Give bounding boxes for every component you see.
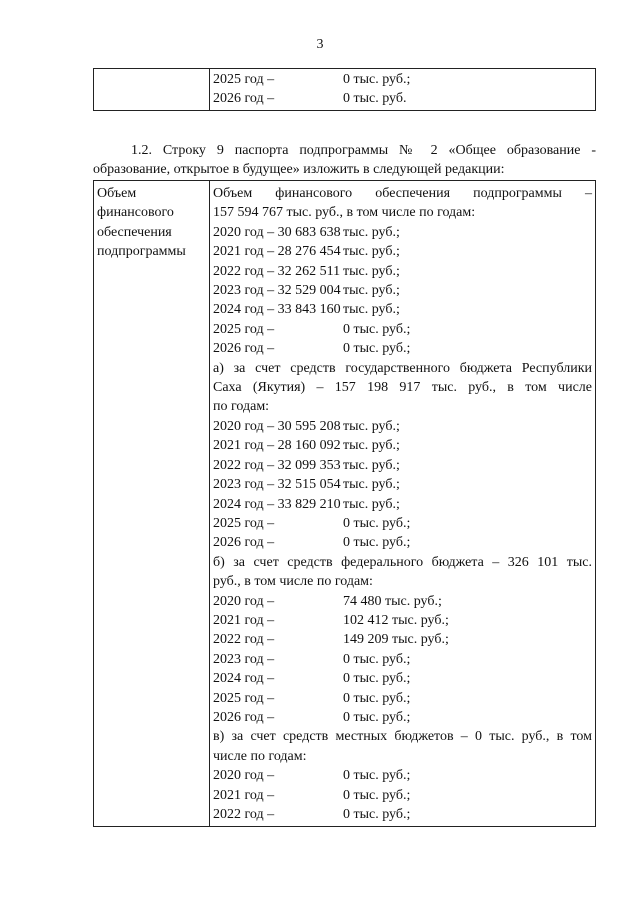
year-label: 2024 год – 33 843 160 — [213, 302, 341, 318]
year-label: 2020 год – — [213, 593, 275, 609]
section-c-text-line: в) за счет средств местных бюджетов – 0 тыс. руб., в том — [213, 729, 592, 745]
year-amount: тыс. руб.; — [343, 438, 400, 454]
year-amount: 0 тыс. руб.; — [343, 807, 411, 822]
year-amount: 0 тыс. руб.; — [343, 72, 411, 87]
row-heading-line: подпрограммы — [97, 244, 186, 260]
row-heading-cell — [94, 181, 210, 827]
total-year-row — [213, 223, 592, 242]
row-heading-line: финансового — [97, 205, 174, 221]
total-text-line: 157 594 767 тыс. руб., в том числе по годам: — [213, 205, 476, 221]
section-a-text-line: а) за счет средств государственного бюджета Республики — [213, 360, 592, 376]
total-year-row — [213, 320, 592, 339]
year-label: 2026 год – — [213, 535, 275, 551]
row-heading-line: Объем — [97, 186, 137, 201]
year-amount: тыс. руб.; — [343, 477, 400, 493]
year-label: 2020 год – 30 683 638 — [213, 224, 341, 240]
year-amount: 102 412 тыс. руб.; — [343, 612, 449, 628]
year-amount: 0 тыс. руб.; — [343, 535, 411, 551]
section-c-text-line: числе по годам: — [213, 748, 307, 764]
year-label: 2024 год – — [213, 671, 275, 687]
year-label: 2024 год – 33 829 210 — [213, 496, 341, 512]
year-amount: тыс. руб.; — [343, 244, 400, 260]
year-amount: 0 тыс. руб.; — [343, 341, 411, 357]
year-label: 2022 год – — [213, 807, 275, 822]
empty-left-cell — [94, 69, 210, 111]
year-row — [213, 89, 592, 108]
section-b-text-line: б) за счет средств федерального бюджета – 326 101 тыс. — [213, 554, 592, 570]
year-amount: 0 тыс. руб. — [343, 91, 407, 107]
section-c-year-row — [213, 805, 592, 824]
year-amount: тыс. руб.; — [343, 224, 400, 240]
section-c-year-row — [213, 766, 592, 785]
section-a-text-line: Саха (Якутия) – 157 198 917 тыс. руб., в том числе — [213, 380, 592, 396]
previous-table-fragment — [93, 68, 596, 111]
total-year-row — [213, 300, 592, 319]
year-amount: тыс. руб.; — [343, 496, 400, 512]
financing-table — [93, 180, 596, 827]
section-a-text-line: по годам: — [213, 399, 270, 415]
year-label: 2023 год – — [213, 651, 275, 667]
year-label: 2025 год – — [213, 515, 275, 531]
section-b-year-row — [213, 708, 592, 727]
paragraph-line: образование, открытое в будущее» изложить в следующей редакции: — [93, 162, 505, 177]
section-a-year-row — [213, 475, 592, 494]
year-label: 2023 год – 32 515 054 — [213, 477, 341, 493]
section-b-text-line: руб., в том числе по годам: — [213, 574, 373, 590]
section-b-year-row — [213, 611, 592, 630]
year-amount: 74 480 тыс. руб.; — [343, 593, 442, 609]
year-amount: тыс. руб.; — [343, 302, 400, 318]
year-amount: 0 тыс. руб.; — [343, 671, 411, 687]
year-label: 2022 год – 32 262 511 — [213, 263, 341, 279]
year-label: 2021 год – 28 276 454 — [213, 244, 341, 260]
section-b-year-row — [213, 592, 592, 611]
year-label: 2021 год – — [213, 787, 275, 803]
section-b-year-row — [213, 630, 592, 649]
amendment-paragraph — [93, 141, 596, 179]
year-label: 2022 год – — [213, 632, 275, 648]
year-amount: тыс. руб.; — [343, 263, 400, 279]
financing-details-cell — [210, 181, 596, 827]
section-b-year-row — [213, 650, 592, 669]
year-label: 2026 год – — [213, 341, 275, 357]
section-b-year-row — [213, 669, 592, 688]
year-amount: 0 тыс. руб.; — [343, 787, 411, 803]
year-label: 2021 год – 28 160 092 — [213, 438, 341, 454]
year-amount: 0 тыс. руб.; — [343, 321, 411, 337]
year-amount: 0 тыс. руб.; — [343, 709, 411, 725]
paragraph-line: 1.2. Строку 9 паспорта подпрограммы № 2 «Общее образование - — [131, 143, 596, 158]
row-heading-line: обеспечения — [97, 224, 172, 240]
year-label: 2025 год – — [213, 321, 275, 337]
section-c-year-row — [213, 786, 592, 805]
year-label: 2020 год – — [213, 768, 275, 784]
year-amount: 0 тыс. руб.; — [343, 515, 411, 531]
total-text-line: Объем финансового обеспечения подпрограммы – — [213, 186, 592, 201]
year-amount: 0 тыс. руб.; — [343, 768, 411, 784]
amount-cell — [210, 69, 596, 111]
section-a-year-row — [213, 533, 592, 552]
year-label: 2022 год – 32 099 353 — [213, 457, 341, 473]
year-row — [213, 70, 592, 89]
section-a-year-row — [213, 436, 592, 455]
total-year-row — [213, 281, 592, 300]
year-label: 2026 год – — [213, 709, 275, 725]
year-amount: 149 209 тыс. руб.; — [343, 632, 449, 648]
year-amount: тыс. руб.; — [343, 418, 400, 434]
year-label: 2026 год – — [213, 91, 275, 107]
year-amount: тыс. руб.; — [343, 457, 400, 473]
year-amount: тыс. руб.; — [343, 283, 400, 299]
section-a-year-row — [213, 514, 592, 533]
total-year-row — [213, 242, 592, 261]
year-label: 2025 год – — [213, 72, 275, 87]
year-label: 2021 год – — [213, 612, 275, 628]
section-a-year-row — [213, 495, 592, 514]
page-number: 3 — [316, 37, 324, 52]
total-year-row — [213, 339, 592, 358]
section-a-year-row — [213, 456, 592, 475]
year-label: 2023 год – 32 529 004 — [213, 283, 341, 299]
year-label: 2020 год – 30 595 208 — [213, 418, 341, 434]
year-amount: 0 тыс. руб.; — [343, 651, 411, 667]
total-year-row — [213, 262, 592, 281]
year-amount: 0 тыс. руб.; — [343, 690, 411, 706]
year-label: 2025 год – — [213, 690, 275, 706]
section-b-year-row — [213, 689, 592, 708]
section-a-year-row — [213, 417, 592, 436]
